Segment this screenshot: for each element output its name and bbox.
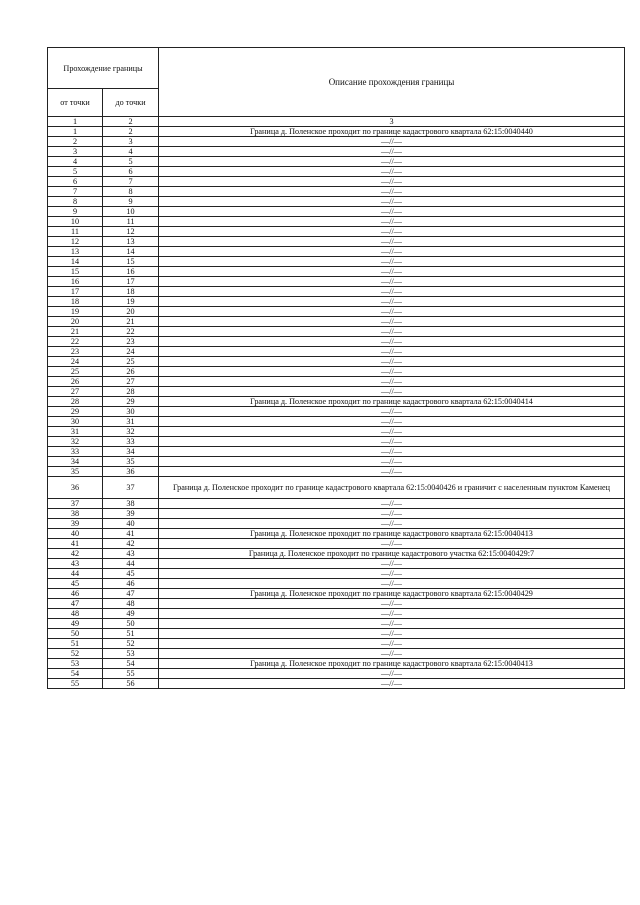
description-cell: —//— — [159, 227, 625, 237]
to-point-cell: 35 — [103, 457, 159, 467]
from-point-cell: 18 — [48, 297, 103, 307]
from-point-cell: 51 — [48, 639, 103, 649]
description-cell: —//— — [159, 427, 625, 437]
table-row — [48, 417, 625, 427]
from-point-cell: 45 — [48, 579, 103, 589]
description-cell: —//— — [159, 569, 625, 579]
from-point-cell: 19 — [48, 307, 103, 317]
description-cell: —//— — [159, 357, 625, 367]
table-row — [48, 559, 625, 569]
description-cell: —//— — [159, 609, 625, 619]
from-point-cell: 48 — [48, 609, 103, 619]
from-point-cell: 6 — [48, 177, 103, 187]
description-cell: —//— — [159, 499, 625, 509]
description-cell: —//— — [159, 559, 625, 569]
table-row — [48, 317, 625, 327]
from-point-cell: 49 — [48, 619, 103, 629]
description-cell: —//— — [159, 157, 625, 167]
from-point-cell: 44 — [48, 569, 103, 579]
from-point-cell: 27 — [48, 387, 103, 397]
description-cell: Граница д. Поленское проходит по границе кадастрового квартала 62:15:0040426 и граничит с населенным пунктом Каменец — [159, 477, 625, 499]
from-point-cell: 33 — [48, 447, 103, 457]
description-cell: —//— — [159, 649, 625, 659]
from-point-cell: 20 — [48, 317, 103, 327]
description-cell: —//— — [159, 207, 625, 217]
description-cell: —//— — [159, 387, 625, 397]
from-point-cell: 5 — [48, 167, 103, 177]
table-row — [48, 509, 625, 519]
table-row — [48, 529, 625, 539]
table-row — [48, 437, 625, 447]
column-number: 3 — [159, 117, 625, 127]
table-row — [48, 629, 625, 639]
table-row — [48, 327, 625, 337]
to-point-cell: 37 — [103, 477, 159, 499]
to-point-cell: 54 — [103, 659, 159, 669]
to-point-cell: 5 — [103, 157, 159, 167]
to-point-cell: 10 — [103, 207, 159, 217]
table-row — [48, 347, 625, 357]
from-point-cell: 30 — [48, 417, 103, 427]
description-cell: —//— — [159, 639, 625, 649]
to-point-cell: 39 — [103, 509, 159, 519]
to-point-cell: 2 — [103, 127, 159, 137]
description-cell: —//— — [159, 217, 625, 227]
description-cell: —//— — [159, 297, 625, 307]
table-row — [48, 467, 625, 477]
from-point-cell: 40 — [48, 529, 103, 539]
table-row — [48, 157, 625, 167]
to-point-cell: 21 — [103, 317, 159, 327]
table-row — [48, 609, 625, 619]
table-body — [48, 127, 625, 689]
to-point-cell: 25 — [103, 357, 159, 367]
to-point-cell: 9 — [103, 197, 159, 207]
to-point-cell: 46 — [103, 579, 159, 589]
from-point-cell: 28 — [48, 397, 103, 407]
to-point-cell: 19 — [103, 297, 159, 307]
table-row — [48, 257, 625, 267]
table-row — [48, 247, 625, 257]
description-cell: —//— — [159, 509, 625, 519]
description-cell: Граница д. Поленское проходит по границе кадастрового квартала 62:15:0040440 — [159, 127, 625, 137]
to-point-cell: 48 — [103, 599, 159, 609]
from-point-cell: 25 — [48, 367, 103, 377]
description-cell: —//— — [159, 437, 625, 447]
column-number: 2 — [103, 117, 159, 127]
table-row — [48, 659, 625, 669]
to-point-cell: 17 — [103, 277, 159, 287]
to-point-cell: 8 — [103, 187, 159, 197]
description-cell: —//— — [159, 367, 625, 377]
from-point-cell: 2 — [48, 137, 103, 147]
table-row — [48, 237, 625, 247]
description-cell: Граница д. Поленское проходит по границе кадастрового квартала 62:15:0040414 — [159, 397, 625, 407]
from-point-cell: 47 — [48, 599, 103, 609]
to-point-cell: 3 — [103, 137, 159, 147]
table-row — [48, 287, 625, 297]
table-row — [48, 639, 625, 649]
from-point-cell: 23 — [48, 347, 103, 357]
description-cell: —//— — [159, 307, 625, 317]
from-point-cell: 42 — [48, 549, 103, 559]
from-point-cell: 54 — [48, 669, 103, 679]
table-row — [48, 407, 625, 417]
table-row — [48, 619, 625, 629]
from-point-cell: 8 — [48, 197, 103, 207]
table-row — [48, 679, 625, 689]
to-point-cell: 29 — [103, 397, 159, 407]
table-row — [48, 519, 625, 529]
table-row — [48, 579, 625, 589]
table-row — [48, 227, 625, 237]
description-cell: —//— — [159, 197, 625, 207]
from-point-cell: 34 — [48, 457, 103, 467]
to-point-cell: 27 — [103, 377, 159, 387]
header-to-point: до точки — [103, 89, 159, 117]
table-row — [48, 549, 625, 559]
table-row — [48, 127, 625, 137]
table-row — [48, 187, 625, 197]
to-point-cell: 47 — [103, 589, 159, 599]
to-point-cell: 32 — [103, 427, 159, 437]
from-point-cell: 35 — [48, 467, 103, 477]
to-point-cell: 33 — [103, 437, 159, 447]
table-row — [48, 649, 625, 659]
to-point-cell: 7 — [103, 177, 159, 187]
description-cell: —//— — [159, 287, 625, 297]
from-point-cell: 55 — [48, 679, 103, 689]
from-point-cell: 16 — [48, 277, 103, 287]
table-row — [48, 167, 625, 177]
to-point-cell: 30 — [103, 407, 159, 417]
description-cell: —//— — [159, 267, 625, 277]
to-point-cell: 18 — [103, 287, 159, 297]
header-description: Описание прохождения границы — [159, 48, 625, 117]
table-row — [48, 337, 625, 347]
description-cell: —//— — [159, 187, 625, 197]
table-row — [48, 387, 625, 397]
description-cell: —//— — [159, 337, 625, 347]
table-row — [48, 277, 625, 287]
from-point-cell: 11 — [48, 227, 103, 237]
description-cell: —//— — [159, 629, 625, 639]
description-cell: —//— — [159, 669, 625, 679]
to-point-cell: 23 — [103, 337, 159, 347]
description-cell: —//— — [159, 327, 625, 337]
table-row — [48, 207, 625, 217]
table-row — [48, 147, 625, 157]
to-point-cell: 55 — [103, 669, 159, 679]
description-cell: —//— — [159, 167, 625, 177]
description-cell: —//— — [159, 137, 625, 147]
from-point-cell: 29 — [48, 407, 103, 417]
description-cell: —//— — [159, 579, 625, 589]
table-row — [48, 427, 625, 437]
description-cell: —//— — [159, 147, 625, 157]
description-cell: —//— — [159, 277, 625, 287]
to-point-cell: 12 — [103, 227, 159, 237]
from-point-cell: 21 — [48, 327, 103, 337]
from-point-cell: 12 — [48, 237, 103, 247]
from-point-cell: 4 — [48, 157, 103, 167]
to-point-cell: 15 — [103, 257, 159, 267]
from-point-cell: 15 — [48, 267, 103, 277]
table-row — [48, 367, 625, 377]
description-cell: —//— — [159, 679, 625, 689]
description-cell: —//— — [159, 619, 625, 629]
table-row — [48, 589, 625, 599]
to-point-cell: 45 — [103, 569, 159, 579]
from-point-cell: 46 — [48, 589, 103, 599]
from-point-cell: 36 — [48, 477, 103, 499]
to-point-cell: 42 — [103, 539, 159, 549]
from-point-cell: 41 — [48, 539, 103, 549]
description-cell: —//— — [159, 177, 625, 187]
to-point-cell: 53 — [103, 649, 159, 659]
from-point-cell: 24 — [48, 357, 103, 367]
from-point-cell: 31 — [48, 427, 103, 437]
boundary-table — [47, 47, 625, 689]
table-row — [48, 477, 625, 499]
to-point-cell: 49 — [103, 609, 159, 619]
from-point-cell: 10 — [48, 217, 103, 227]
from-point-cell: 32 — [48, 437, 103, 447]
description-cell: —//— — [159, 317, 625, 327]
description-cell: Граница д. Поленское проходит по границе кадастрового квартала 62:15:0040413 — [159, 659, 625, 669]
description-cell: —//— — [159, 407, 625, 417]
to-point-cell: 28 — [103, 387, 159, 397]
table-row — [48, 669, 625, 679]
from-point-cell: 7 — [48, 187, 103, 197]
table-row — [48, 297, 625, 307]
to-point-cell: 44 — [103, 559, 159, 569]
to-point-cell: 52 — [103, 639, 159, 649]
to-point-cell: 36 — [103, 467, 159, 477]
to-point-cell: 26 — [103, 367, 159, 377]
header-boundary-group: Прохождение границы — [48, 48, 159, 89]
description-cell: —//— — [159, 247, 625, 257]
from-point-cell: 39 — [48, 519, 103, 529]
table-row — [48, 569, 625, 579]
table-row — [48, 599, 625, 609]
description-cell: —//— — [159, 519, 625, 529]
description-cell: —//— — [159, 237, 625, 247]
to-point-cell: 50 — [103, 619, 159, 629]
from-point-cell: 50 — [48, 629, 103, 639]
to-point-cell: 24 — [103, 347, 159, 357]
table-row — [48, 307, 625, 317]
column-number: 1 — [48, 117, 103, 127]
description-cell: —//— — [159, 377, 625, 387]
from-point-cell: 26 — [48, 377, 103, 387]
description-cell: —//— — [159, 599, 625, 609]
description-cell: —//— — [159, 417, 625, 427]
to-point-cell: 43 — [103, 549, 159, 559]
table-row — [48, 377, 625, 387]
description-cell: —//— — [159, 539, 625, 549]
to-point-cell: 56 — [103, 679, 159, 689]
description-cell: Граница д. Поленское проходит по границе кадастрового участка 62:15:0040429:7 — [159, 549, 625, 559]
description-cell: Граница д. Поленское проходит по границе кадастрового квартала 62:15:0040413 — [159, 529, 625, 539]
to-point-cell: 38 — [103, 499, 159, 509]
from-point-cell: 9 — [48, 207, 103, 217]
table-row — [48, 217, 625, 227]
from-point-cell: 14 — [48, 257, 103, 267]
table-row — [48, 267, 625, 277]
to-point-cell: 41 — [103, 529, 159, 539]
table-row — [48, 137, 625, 147]
table-row — [48, 177, 625, 187]
from-point-cell: 37 — [48, 499, 103, 509]
to-point-cell: 34 — [103, 447, 159, 457]
description-cell: —//— — [159, 457, 625, 467]
to-point-cell: 16 — [103, 267, 159, 277]
to-point-cell: 4 — [103, 147, 159, 157]
table-row — [48, 357, 625, 367]
from-point-cell: 17 — [48, 287, 103, 297]
table-row — [48, 447, 625, 457]
to-point-cell: 14 — [103, 247, 159, 257]
from-point-cell: 13 — [48, 247, 103, 257]
from-point-cell: 3 — [48, 147, 103, 157]
table-row — [48, 499, 625, 509]
description-cell: —//— — [159, 257, 625, 267]
description-cell: —//— — [159, 447, 625, 457]
header-from-point: от точки — [48, 89, 103, 117]
to-point-cell: 51 — [103, 629, 159, 639]
description-cell: Граница д. Поленское проходит по границе кадастрового квартала 62:15:0040429 — [159, 589, 625, 599]
from-point-cell: 43 — [48, 559, 103, 569]
from-point-cell: 38 — [48, 509, 103, 519]
to-point-cell: 6 — [103, 167, 159, 177]
to-point-cell: 11 — [103, 217, 159, 227]
description-cell: —//— — [159, 347, 625, 357]
to-point-cell: 40 — [103, 519, 159, 529]
from-point-cell: 22 — [48, 337, 103, 347]
description-cell: —//— — [159, 467, 625, 477]
to-point-cell: 13 — [103, 237, 159, 247]
table-row — [48, 397, 625, 407]
to-point-cell: 31 — [103, 417, 159, 427]
table-row — [48, 197, 625, 207]
table-row — [48, 457, 625, 467]
from-point-cell: 53 — [48, 659, 103, 669]
to-point-cell: 22 — [103, 327, 159, 337]
to-point-cell: 20 — [103, 307, 159, 317]
table-row — [48, 539, 625, 549]
from-point-cell: 52 — [48, 649, 103, 659]
from-point-cell: 1 — [48, 127, 103, 137]
